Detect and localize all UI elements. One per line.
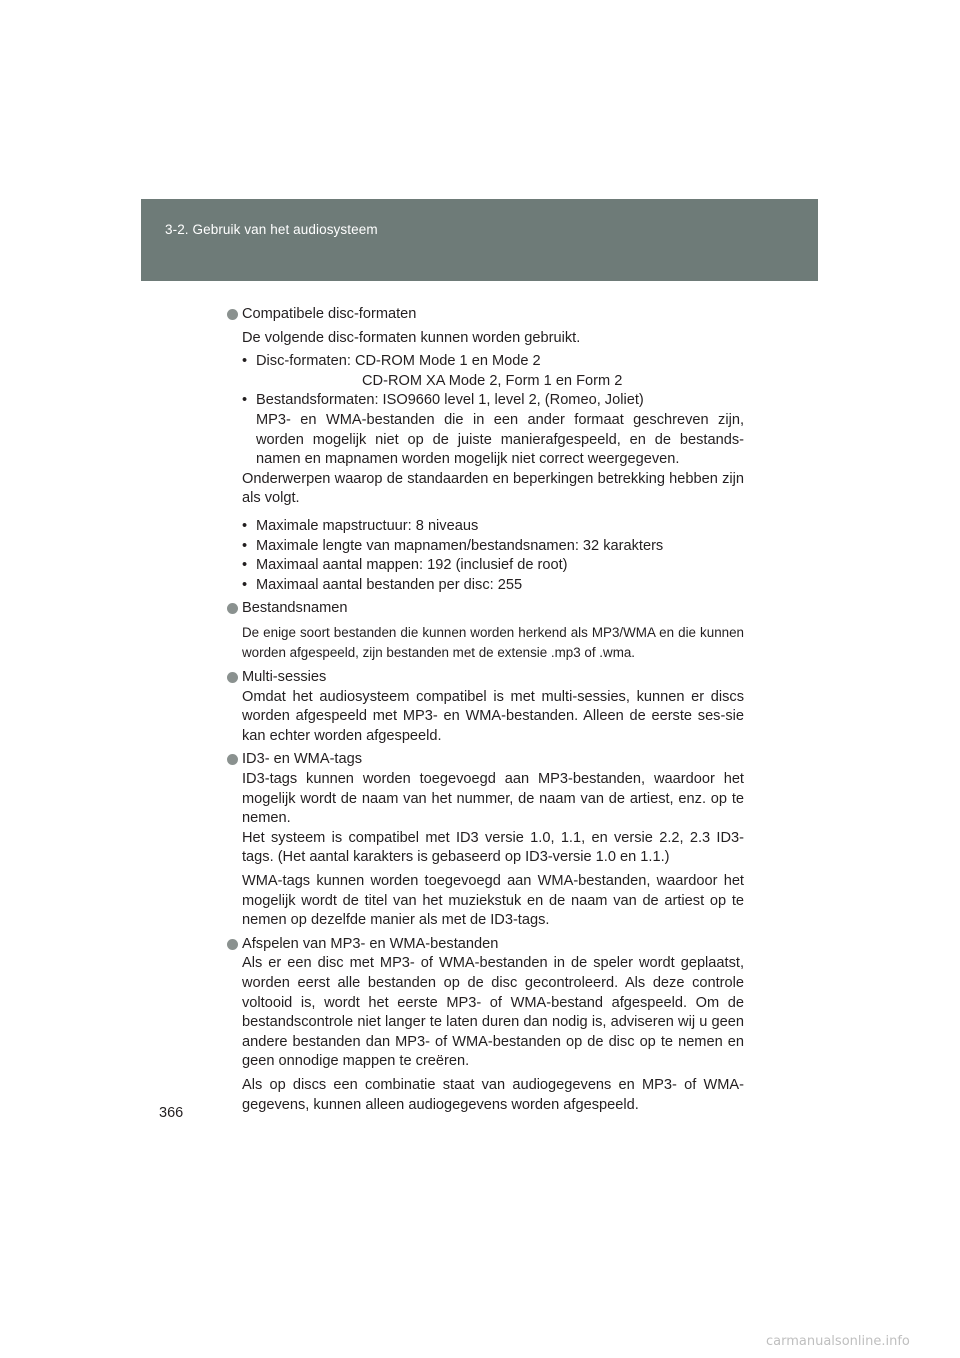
list-item-text: Maximale lengte van mapnamen/bestandsnamen: 32 karakters — [256, 537, 664, 554]
bullet-symbol: • — [242, 353, 248, 370]
paragraph: De volgende disc-formaten kunnen worden gebruikt. — [242, 329, 581, 346]
bullet-dot-icon — [227, 939, 238, 950]
file-formats-text: Bestandsformaten: ISO9660 level 1, level 2, (Romeo, Joliet) — [256, 392, 644, 409]
section-heading — [226, 750, 744, 770]
paragraph: Onderwerpen waarop de standaarden en beperkingen betrekking hebben zijn als volgt. — [242, 470, 744, 507]
list-item — [242, 517, 744, 537]
list-item — [242, 556, 744, 576]
list-item-disc-formats — [242, 352, 744, 391]
paragraph: Als op discs een combinatie staat van audiogegevens en MP3- of WMA-gegevens, kunnen alleen audiogegevens worden afgespeeld. — [242, 1076, 744, 1113]
bullet-symbol: • — [242, 557, 248, 574]
section-file-names — [226, 599, 744, 662]
section-heading-text: Afspelen van MP3- en WMA-bestanden — [242, 935, 499, 952]
section-heading-text: Compatibele disc-formaten — [242, 306, 417, 322]
section-heading-text: ID3- en WMA-tags — [242, 751, 363, 768]
list-item — [242, 537, 744, 557]
page-number: 366 — [159, 1105, 184, 1121]
list-item-file-formats — [242, 391, 744, 469]
bullet-symbol: • — [242, 537, 248, 554]
section-heading-text: Multi-sessies — [242, 669, 327, 686]
section-heading — [226, 935, 744, 955]
paragraph: WMA-tags kunnen worden toegevoegd aan WMA-bestanden, waardoor het mogelijk wordt de titel van het muziekstuk en de naam van de artiest op te nemen op dezelfde manier als met de ID3-tags. — [242, 873, 744, 929]
paragraph: De enige soort bestanden die kunnen worden herkend als MP3/WMA en die kunnen worden afgespeeld, zijn bestanden met de extensie .mp3 of .wma. — [242, 624, 744, 660]
section-multi-sessions — [226, 668, 744, 746]
section-compatible-disc-formats — [226, 305, 744, 595]
bullet-symbol: • — [242, 517, 248, 534]
section-playback-mp3-wma — [226, 935, 744, 1115]
chapter-title: 3-2. Gebruik van het audiosysteem — [165, 222, 378, 237]
bullet-symbol: • — [242, 392, 248, 409]
disc-formats-value: CD-ROM Mode 1 en Mode 2 — [354, 353, 541, 370]
bullet-dot-icon — [227, 603, 238, 614]
bullet-dot-icon — [227, 754, 238, 765]
list-item-text: Maximaal aantal mappen: 192 (inclusief de root) — [256, 557, 568, 574]
list-item-text: Maximaal aantal bestanden per disc: 255 — [256, 576, 523, 593]
watermark: carmanualsonline.info — [766, 1334, 910, 1349]
paragraph: Het systeem is compatibel met ID3 versie 1.0, 1.1, en versie 2.2, 2.3 ID3-tags. (Het aantal karakters is gebaseerd op ID3-versie 1.0 en 1.1.) — [242, 829, 744, 866]
paragraph: Omdat het audiosysteem compatibel is met multi-sessies, kunnen er discs worden afgespeeld met MP3- en WMA-bestanden. Alleen de eerste ses-sie kan echter worden afgespeeld. — [242, 688, 744, 744]
section-heading — [226, 668, 744, 688]
disc-formats-value-2: CD-ROM XA Mode 2, Form 1 en Form 2 — [362, 372, 623, 389]
list-item-text: Maximale mapstructuur: 8 niveaus — [256, 517, 479, 534]
section-heading — [226, 305, 744, 325]
section-heading — [226, 599, 744, 619]
bullet-symbol: • — [242, 576, 248, 593]
chapter-header-bar — [141, 199, 818, 281]
list-item — [242, 576, 744, 596]
section-id3-wma-tags — [226, 750, 744, 930]
section-heading-text: Bestandsnamen — [242, 600, 348, 617]
file-formats-note: MP3- en WMA-bestanden die in een ander formaat geschreven zijn, worden mogelijk niet op de juiste manierafgespeeld, en de bestands-namen en mapnamen worden mogelijk niet correct weergegeven. — [256, 411, 744, 468]
paragraph: ID3-tags kunnen worden toegevoegd aan MP3-bestanden, waardoor het mogelijk wordt de naam van het nummer, de naam van de artiest, enz. op te nemen. — [242, 771, 744, 827]
disc-formats-label: Disc-formaten: — [256, 353, 355, 370]
bullet-dot-icon — [227, 672, 238, 683]
page-content — [226, 305, 744, 1115]
bullet-dot-icon — [227, 309, 238, 320]
paragraph: Als er een disc met MP3- of WMA-bestanden in de speler wordt geplaatst, worden eerst alle bestanden op de disc gecontroleerd. Als deze controle voltooid is, wordt het eerste MP3- of WMA-bestand afgespeeld. Om de bestandscontrole niet langer te laten duren dan nodig is, adviseren wij u geen andere bestanden dan MP3- of WMA-bestanden op de disc op te nemen en geen onnodige mappen te creëren. — [242, 955, 744, 1070]
